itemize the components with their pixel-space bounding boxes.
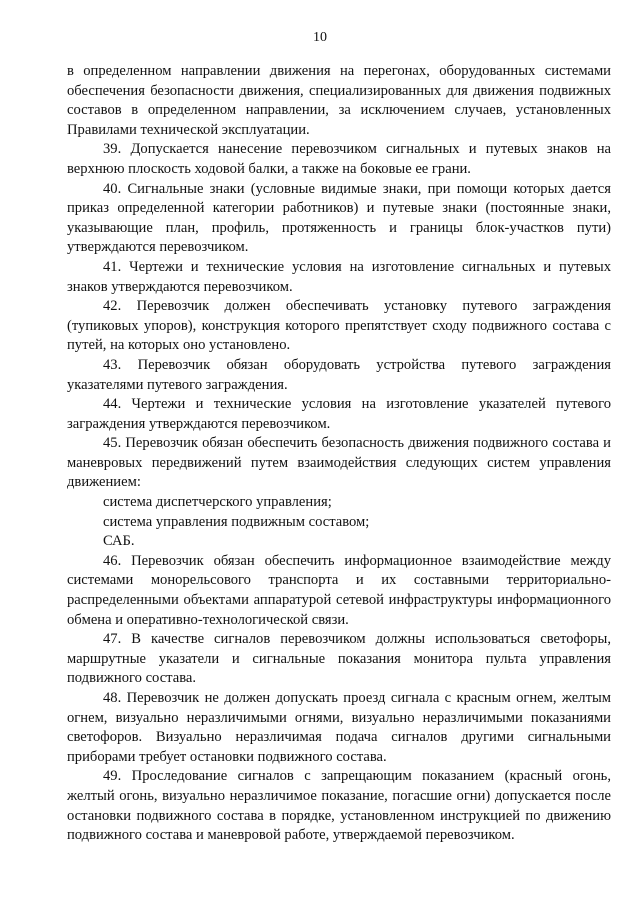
list-item-dispatch-system: система диспетчерского управления;: [103, 494, 332, 511]
paragraph-48: 48. Перевозчик не должен допускать проезд сигнала с красным огнем, желтым огнем, визуально неразличимыми огнями, визуально неразличимыми показаниями светофоров. Визуально неразличимая подача сигналов другими сигнальными приборами требует остановки подвижного состава.: [67, 690, 611, 765]
paragraph-46: 46. Перевозчик обязан обеспечить информационное взаимодействие между системами монорельсового транспорта и их составными территориально-распределенными объектами аппаратурой сетевой инфраструктуры информационного обмена и оперативно-технологической связи.: [67, 552, 611, 628]
paragraph-49: 49. Проследование сигналов с запрещающим показанием (красный огонь, желтый огонь, визуально неразличимое показание, погасшие огни) допускается после остановки подвижного состава в порядке, установленном инструкцией по движению подвижного состава и маневровой работе, утверждаемой перевозчиком.: [67, 768, 611, 844]
list-item-sab: САБ.: [103, 533, 135, 550]
paragraph-42: 42. Перевозчик должен обеспечивать установку путевого заграждения (тупиковых упоров), конструкция которого препятствует сходу подвижного состава с путей, на которых оно установлено.: [67, 298, 611, 354]
paragraph-47: 47. В качестве сигналов перевозчиком должны использоваться светофоры, маршрутные указатели и сигнальные показания монитора пульта управления подвижного состава.: [67, 631, 611, 687]
paragraph-41: 41. Чертежи и технические условия на изготовление сигнальных и путевых знаков утверждаются перевозчиком.: [67, 258, 611, 295]
paragraph-continuation: в определенном направлении движения на перегонах, оборудованных системами обеспечения безопасности движения, специализированных для движения подвижных составов в определенном направлении, за исключением случаев, установленных Правилами технической эксплуатации.: [67, 63, 611, 138]
paragraph-44: 44. Чертежи и технические условия на изготовление указателей путевого заграждения утверждаются перевозчиком.: [67, 396, 611, 432]
paragraph-43: 43. Перевозчик обязан оборудовать устройства путевого заграждения указателями путевого заграждения.: [67, 356, 611, 393]
paragraph-45: 45. Перевозчик обязан обеспечить безопасность движения подвижного состава и маневровых передвижений путем взаимодействия следующих систем управления движением:: [67, 435, 611, 491]
paragraph-40: 40. Сигнальные знаки (условные видимые знаки, при помощи которых дается приказ определенной категории работников) и путевые знаки (постоянные знаки, указывающие план, профиль, протяженность и границы блок-участков пути) утверждаются перевозчиком.: [67, 180, 611, 256]
document-body: [67, 62, 611, 846]
list-item-rolling-stock-system: система управления подвижным составом;: [103, 513, 370, 530]
page-number: 10: [313, 30, 327, 45]
paragraph-39: 39. Допускается нанесение перевозчиком сигнальных и путевых знаков на верхнюю плоскость ходовой балки, а также на боковые ее грани.: [67, 141, 611, 177]
